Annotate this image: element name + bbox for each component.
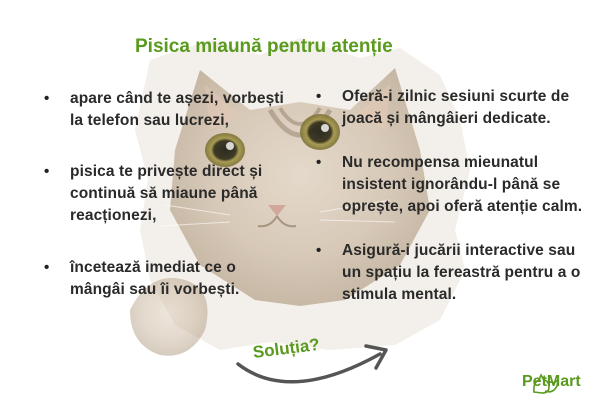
list-item: • Oferă-i zilnic sesiuni scurte de joacă și mângâieri dedicate. [316,86,590,130]
list-item: • Nu recompensa mieunatul insistent ignorându-l până se oprește, apoi oferă atenție calm. [316,152,590,218]
brand-logo: PetMart [522,373,581,390]
page-title: Pisica miaună pentru atenție [135,36,393,57]
list-item: • pisica te privește direct și continuă să miaune până reacționezi, [44,161,290,227]
solutions-list [316,88,590,306]
symptoms-list [44,88,290,301]
list-item: • Asigură-i jucării interactive sau un spațiu la fereastră pentru a o stimula mental. [316,240,590,306]
list-item: • încetează imediat ce o mângâi sau îi vorbești. [44,257,290,301]
solution-label: Soluția? [251,334,321,362]
list-item: • apare când te așezi, vorbești la telefon sau lucrezi, [44,88,290,132]
